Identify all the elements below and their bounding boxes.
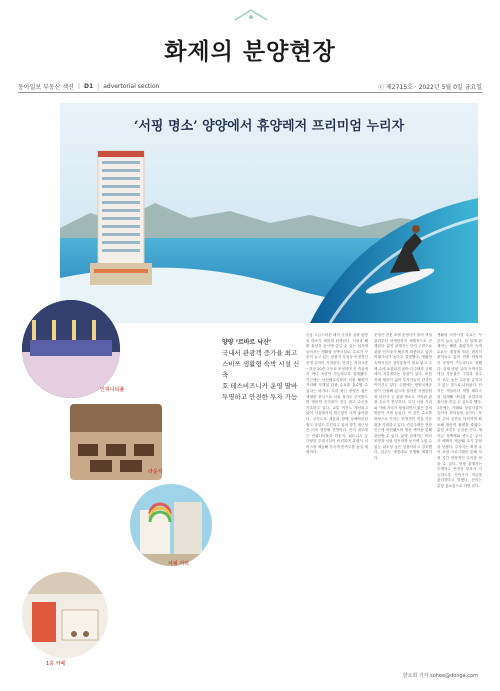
- masthead: [0, 0, 500, 78]
- lounge-caption: 라운지: [148, 469, 163, 475]
- hero-headline: ‘서핑 명소’ 양양에서 휴양레저 프리미엄 누리자: [133, 119, 405, 134]
- cafe-photo: [22, 572, 108, 658]
- subhead-line-2: 스비쓰 생활형 숙박 시설 신축: [222, 360, 300, 379]
- street-photo: [130, 484, 212, 566]
- hero-illustration: [60, 103, 478, 323]
- sub-headline: [222, 337, 304, 403]
- issue-info: ⓒ 제2715호 · 2022년 5월 0일 금요일: [378, 83, 482, 91]
- cafe-caption: 1층 카페: [46, 661, 66, 667]
- subhead-tag: 양양 ‘르바르 낙산’: [222, 339, 272, 346]
- section-title: 화제의 분양현장: [164, 39, 336, 65]
- header-rule: [18, 92, 482, 93]
- pool-caption: 인피니티풀: [100, 387, 125, 393]
- subhead-line-4: 투명하고 안전한 투자 가능: [222, 393, 298, 401]
- pool-illustration: [22, 300, 120, 398]
- body-column-3: 생활형 숙박시설 수요는 꾸준히 늘고 있다. 한 업계 관계자는 해변 휴양지의 숙박 수요는 계절에 따른 편차가 줄어들고 있어 연중 안정적인 운영이 가능하다고 말했다. 실제 양양 일대 숙박시설 객실 가동률은 주말과 성수기 모두 높은 수준을 유지하고 있는 것으로 나타났다. 단지는 객실마다 개별 테라스를 설계해 바다를 조망하며 휴식을 즐길 수 있도록 했다. 1층에는 카페와 상업시설이 들어서 편의성을 높인다. 또한 주차 공간을 넉넉하게 확보해 방문객 불편을 줄였다. 분양 조건도 눈길을 끈다. 계약금 정액제와 중도금 무이자 혜택이 제공돼 초기 부담을 낮췄다. 투자자는 확정 수익 보장 프로그램을 통해 일정 기간 안정적인 수익을 얻을 수 있다. 현장 관계자는 투명하고 안전한 투자가 가능하도록 신탁사가 자금을 관리한다고 밝혔다. 문의는 분양 홍보관으로 하면 된다.: [437, 333, 482, 489]
- house-ornament-icon: [231, 8, 271, 22]
- section-type: advertorial section: [103, 82, 160, 90]
- street-caption: 서핑 거리: [168, 561, 189, 567]
- subhead-line-1: 국내서 관광객 증가율 최고: [222, 349, 298, 357]
- publisher-label: 동아일보 부동산 섹션: [18, 83, 74, 91]
- hero-image: [60, 103, 478, 323]
- street-illustration: [130, 484, 212, 566]
- reporter-credit: 한소희 기자 sohee@donga.com: [402, 673, 478, 679]
- body-column-2: 운영은 전문 호텔 운영사가 맡아 객실 관리부터 마케팅까지 체계적으로 진행한다. 분양 관계자는 단지 주변으로 관광 인프라가 빠르게 확충되고 있어 미래가치가 높다고 설명했다. 생활형 숙박시설은 청약통장이 필요 없고 주택 수에 포함되지 않아 다주택자 규제에서 자유롭다는 장점이 있다. 또한 전매 제한이 없어 투자자들의 관심이 이어지고 있다. 주변에는 양양국제공항이 인접해 있으며 설악산 국립공원과 낙산사 등 관광 명소도 가까워 관광 수요가 풍부하다. 특히 서핑 거리와 카페 거리가 형성되면서 젊은 층의 방문이 크게 늘었다. 이 같은 수요를 바탕으로 단지는 안정적인 객실 가동률을 기대하고 있다. 견본주택은 현장 인근에 마련됐으며 방문 예약을 통해 관람할 수 있다. 분양 관계자는 바다 조망과 서핑 인프라를 동시에 누릴 수 있는 희소성 높은 상품이라고 강조했다. 입주는 예정대로 진행될 계획이다.: [374, 333, 432, 461]
- cafe-illustration: [22, 572, 108, 658]
- body-column-1: 신흥 고급스러운 레저 시설을 갖춘 양양의 명소가 새롭게 탄생한다. 서핑과 해변 휴양을 동시에 즐길 수 있는 입지에 들어서는 생활형 숙박시설로, 수요가 꾸준히 늘고 있는 관광지 특성상 안정적인 운영 수익이 기대된다. 단지는 지하 2층~지상 20층 규모로 조성되며 전 객실에서 바다 조망이 가능하도록 설계됐다. 인근에는 낙산해수욕장과 서핑 해변이 자리해 사계절 관광 수요를 흡수할 수 있다는 평가다. 특히 최근 양양은 젊은 세대를 중심으로 서핑 성지로 주목받으며 방문객 증가율이 전국 최고 수준을 기록하고 있다. 교통 여건도 개선되고 있어 서울에서의 접근성이 크게 좋아졌다. 고속도로 개통과 함께 동해북부선 철도 사업도 추진되고 있어 향후 접근성은 더욱 향상될 전망이다. 단지 내부에는 인피니티풀과 라운지, 피트니스 등 다양한 부대시설이 마련되며 호텔식 서비스를 제공해 투숙객 만족도를 높일 계획이다.: [306, 333, 368, 455]
- page-number: D1: [84, 82, 94, 90]
- meta-bar: 동아일보 부동산 섹션 | D1 | advertorial section ⓒ 제2715호 · 2022년 5월 0일 금요일: [18, 82, 482, 91]
- subhead-line-3: 호 테스비즈니카 운영 딸바: [222, 382, 298, 390]
- pool-photo: [22, 300, 120, 398]
